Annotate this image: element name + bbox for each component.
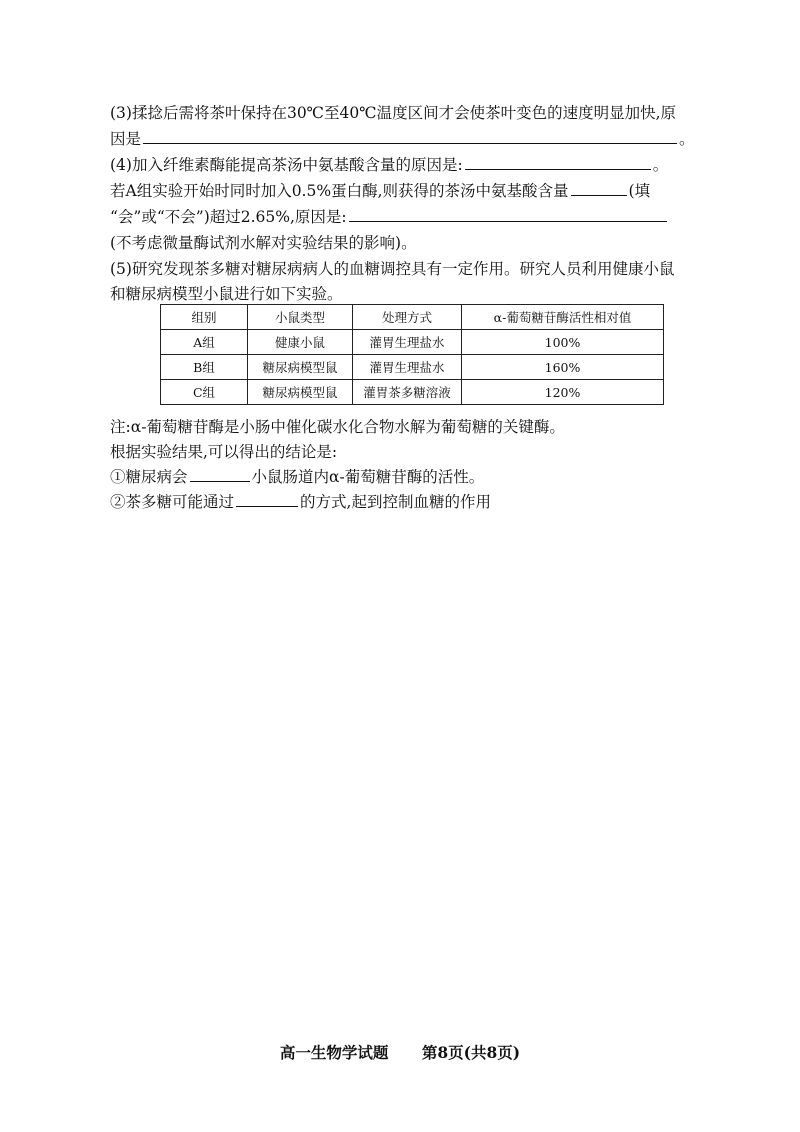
question-4-line-3 (110, 206, 669, 228)
table-cell: 灌胃生理盐水 (353, 330, 462, 355)
experiment-table (160, 304, 664, 405)
question-3-line-1: (3)揉捻后需将茶叶保持在30℃至40℃温度区间才会使茶叶变色的速度明显加快,原 (110, 104, 677, 122)
question-4b-prefix: 若A组实验开始时同时加入0.5%蛋白酶,则获得的茶汤中氨基酸含量 (110, 182, 569, 200)
table-note: 注:α-葡萄糖苷酶是小肠中催化碳水化合物水解为葡萄糖的关键酶。 (110, 418, 565, 436)
table-row (161, 380, 664, 405)
table-cell: A组 (161, 330, 248, 355)
period: 。 (652, 156, 669, 174)
conclusion-1-prefix: ①糖尿病会 (110, 468, 188, 486)
table-row (161, 355, 664, 380)
question-4c-prefix: “会”或“不会”)超过2.65%,原因是: (110, 208, 347, 226)
answer-blank-4b[interactable] (571, 180, 627, 196)
table-header-cell: 处理方式 (353, 305, 462, 330)
table-cell: 100% (462, 330, 664, 355)
answer-blank-3[interactable] (143, 128, 677, 144)
question-4b-suffix: (填 (628, 182, 651, 200)
answer-blank-4c[interactable] (349, 206, 667, 222)
answer-blank-5a[interactable] (190, 466, 250, 482)
table-cell: 160% (462, 355, 664, 380)
table-cell: 糖尿病模型鼠 (248, 355, 353, 380)
table-header-cell: 组别 (161, 305, 248, 330)
conclusion-1-suffix: 小鼠肠道内α-葡萄糖苷酶的活性。 (251, 468, 485, 486)
answer-blank-5b[interactable] (236, 491, 298, 507)
table-cell: 灌胃茶多糖溶液 (353, 380, 462, 405)
question-5-line-2: 和糖尿病模型小鼠进行如下实验。 (110, 285, 343, 303)
question-4-prefix: (4)加入纤维素酶能提高茶汤中氨基酸含量的原因是: (110, 156, 463, 174)
conclusion-2-suffix: 的方式,起到控制血糖的作用 (300, 493, 491, 511)
question-4-line-2 (110, 180, 650, 202)
table-cell: 灌胃生理盐水 (353, 355, 462, 380)
answer-blank-4a[interactable] (465, 154, 651, 170)
conclusion-2 (110, 491, 491, 513)
table-header-row (161, 305, 664, 330)
footer-page-number: 第8页(共8页) (421, 1043, 521, 1062)
table-header-cell: α-葡萄糖苷酶活性相对值 (462, 305, 664, 330)
footer-subject: 高一生物学试题 (279, 1043, 389, 1062)
table-cell: 120% (462, 380, 664, 405)
table-header-cell: 小鼠类型 (248, 305, 353, 330)
page-footer (0, 1041, 800, 1063)
conclusion-1 (110, 466, 484, 488)
period: 。 (679, 130, 695, 148)
question-5-line-1: (5)研究发现茶多糖对糖尿病病人的血糖调控具有一定作用。研究人员利用健康小鼠 (110, 260, 675, 278)
table-cell: C组 (161, 380, 248, 405)
question-3-prefix: 因是 (110, 130, 142, 148)
conclusion-2-prefix: ②茶多糖可能通过 (110, 493, 235, 511)
question-4-line-1 (110, 154, 668, 176)
conclusion-intro: 根据实验结果,可以得出的结论是: (110, 443, 338, 461)
table-row (161, 330, 664, 355)
table-cell: 健康小鼠 (248, 330, 353, 355)
question-4-note: (不考虑微量酶试剂水解对实验结果的影响)。 (110, 234, 417, 252)
table-cell: B组 (161, 355, 248, 380)
question-3-line-2 (110, 128, 695, 150)
table-cell: 糖尿病模型鼠 (248, 380, 353, 405)
